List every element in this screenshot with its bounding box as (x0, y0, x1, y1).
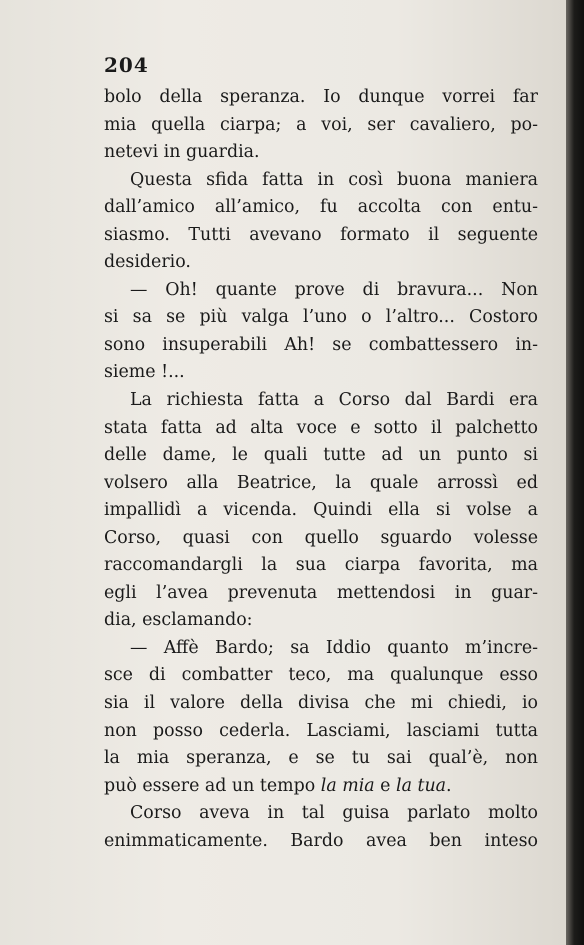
text-line (104, 828, 538, 856)
text-line (104, 718, 538, 746)
text-line (104, 277, 538, 305)
text-segment: sieme !... (104, 362, 185, 383)
text-line (104, 332, 538, 360)
text-segment: impallidì a vicenda. Quindi ella si volse a (104, 500, 538, 521)
text-segment: Questa sfida fatta in così buona maniera (130, 169, 538, 190)
text-line (104, 635, 538, 663)
text-segment: raccomandargli la sua ciarpa favorita, ma (104, 555, 538, 576)
text-segment: può essere ad un tempo (104, 775, 321, 796)
text-line (104, 690, 538, 718)
text-segment: — Oh! quante prove di bravura... Non (130, 279, 538, 300)
text-line (104, 84, 538, 112)
text-line (104, 167, 538, 195)
text-segment: la mia speranza, e se tu sai qual’è, non (104, 748, 538, 769)
text-line (104, 387, 538, 415)
text-line (104, 304, 538, 332)
text-segment: dall’amico all’amico, fu accolta con entu- (104, 197, 538, 218)
text-line (104, 745, 538, 773)
text-segment: La richiesta fatta a Corso dal Bardi era (130, 390, 538, 411)
italic-text: la mia (320, 775, 375, 796)
book-binding-edge (566, 0, 584, 945)
text-segment: . (446, 775, 452, 796)
text-line (104, 112, 538, 140)
text-segment: — Affè Bardo; sa Iddio quanto m’incre- (130, 637, 538, 658)
text-line (104, 222, 538, 250)
text-segment: netevi in guardia. (104, 142, 260, 163)
text-segment: si sa se più valga l’uno o l’altro... Costoro (104, 307, 538, 328)
text-line (104, 139, 538, 167)
text-segment: dia, esclamando: (104, 610, 253, 631)
text-line (104, 359, 538, 387)
text-line (104, 552, 538, 580)
text-line (104, 525, 538, 553)
text-line (104, 415, 538, 443)
page-number: 204 (104, 53, 149, 77)
text-line (104, 662, 538, 690)
text-line (104, 497, 538, 525)
text-segment: Corso aveva in tal guisa parlato molto (130, 803, 538, 824)
text-segment: sono insuperabili Ah! se combattessero in- (104, 334, 538, 355)
text-line (104, 249, 538, 277)
text-segment: Corso, quasi con quello sguardo volesse (104, 527, 538, 548)
text-line (104, 607, 538, 635)
text-segment: delle dame, le quali tutte ad un punto si (104, 445, 538, 466)
text-segment: egli l’avea prevenuta mettendosi in guar- (104, 582, 538, 603)
text-segment: non posso cederla. Lasciami, lasciami tutta (104, 720, 538, 741)
text-line (104, 470, 538, 498)
text-segment: enimmaticamente. Bardo avea ben inteso (104, 830, 538, 851)
text-line (104, 194, 538, 222)
text-segment: bolo della speranza. Io dunque vorrei far (104, 87, 538, 107)
text-segment: stata fatta ad alta voce e sotto il palchetto (104, 417, 538, 438)
text-line (104, 580, 538, 608)
text-line (104, 773, 538, 801)
text-segment: siasmo. Tutti avevano formato il seguente (104, 224, 538, 245)
text-segment: desiderio. (104, 252, 191, 273)
text-segment: volsero alla Beatrice, la quale arrossì ed (104, 472, 538, 493)
text-segment: e (374, 775, 397, 796)
body-text (104, 84, 538, 855)
text-line (104, 800, 538, 828)
text-segment: sce di combatter teco, ma qualunque esso (104, 665, 538, 686)
text-line (104, 442, 538, 470)
text-segment: sia il valore della divisa che mi chiedi, io (104, 693, 538, 714)
text-segment: mia quella ciarpa; a voi, ser cavaliero, po- (104, 114, 538, 135)
italic-text: la tua (396, 775, 447, 796)
